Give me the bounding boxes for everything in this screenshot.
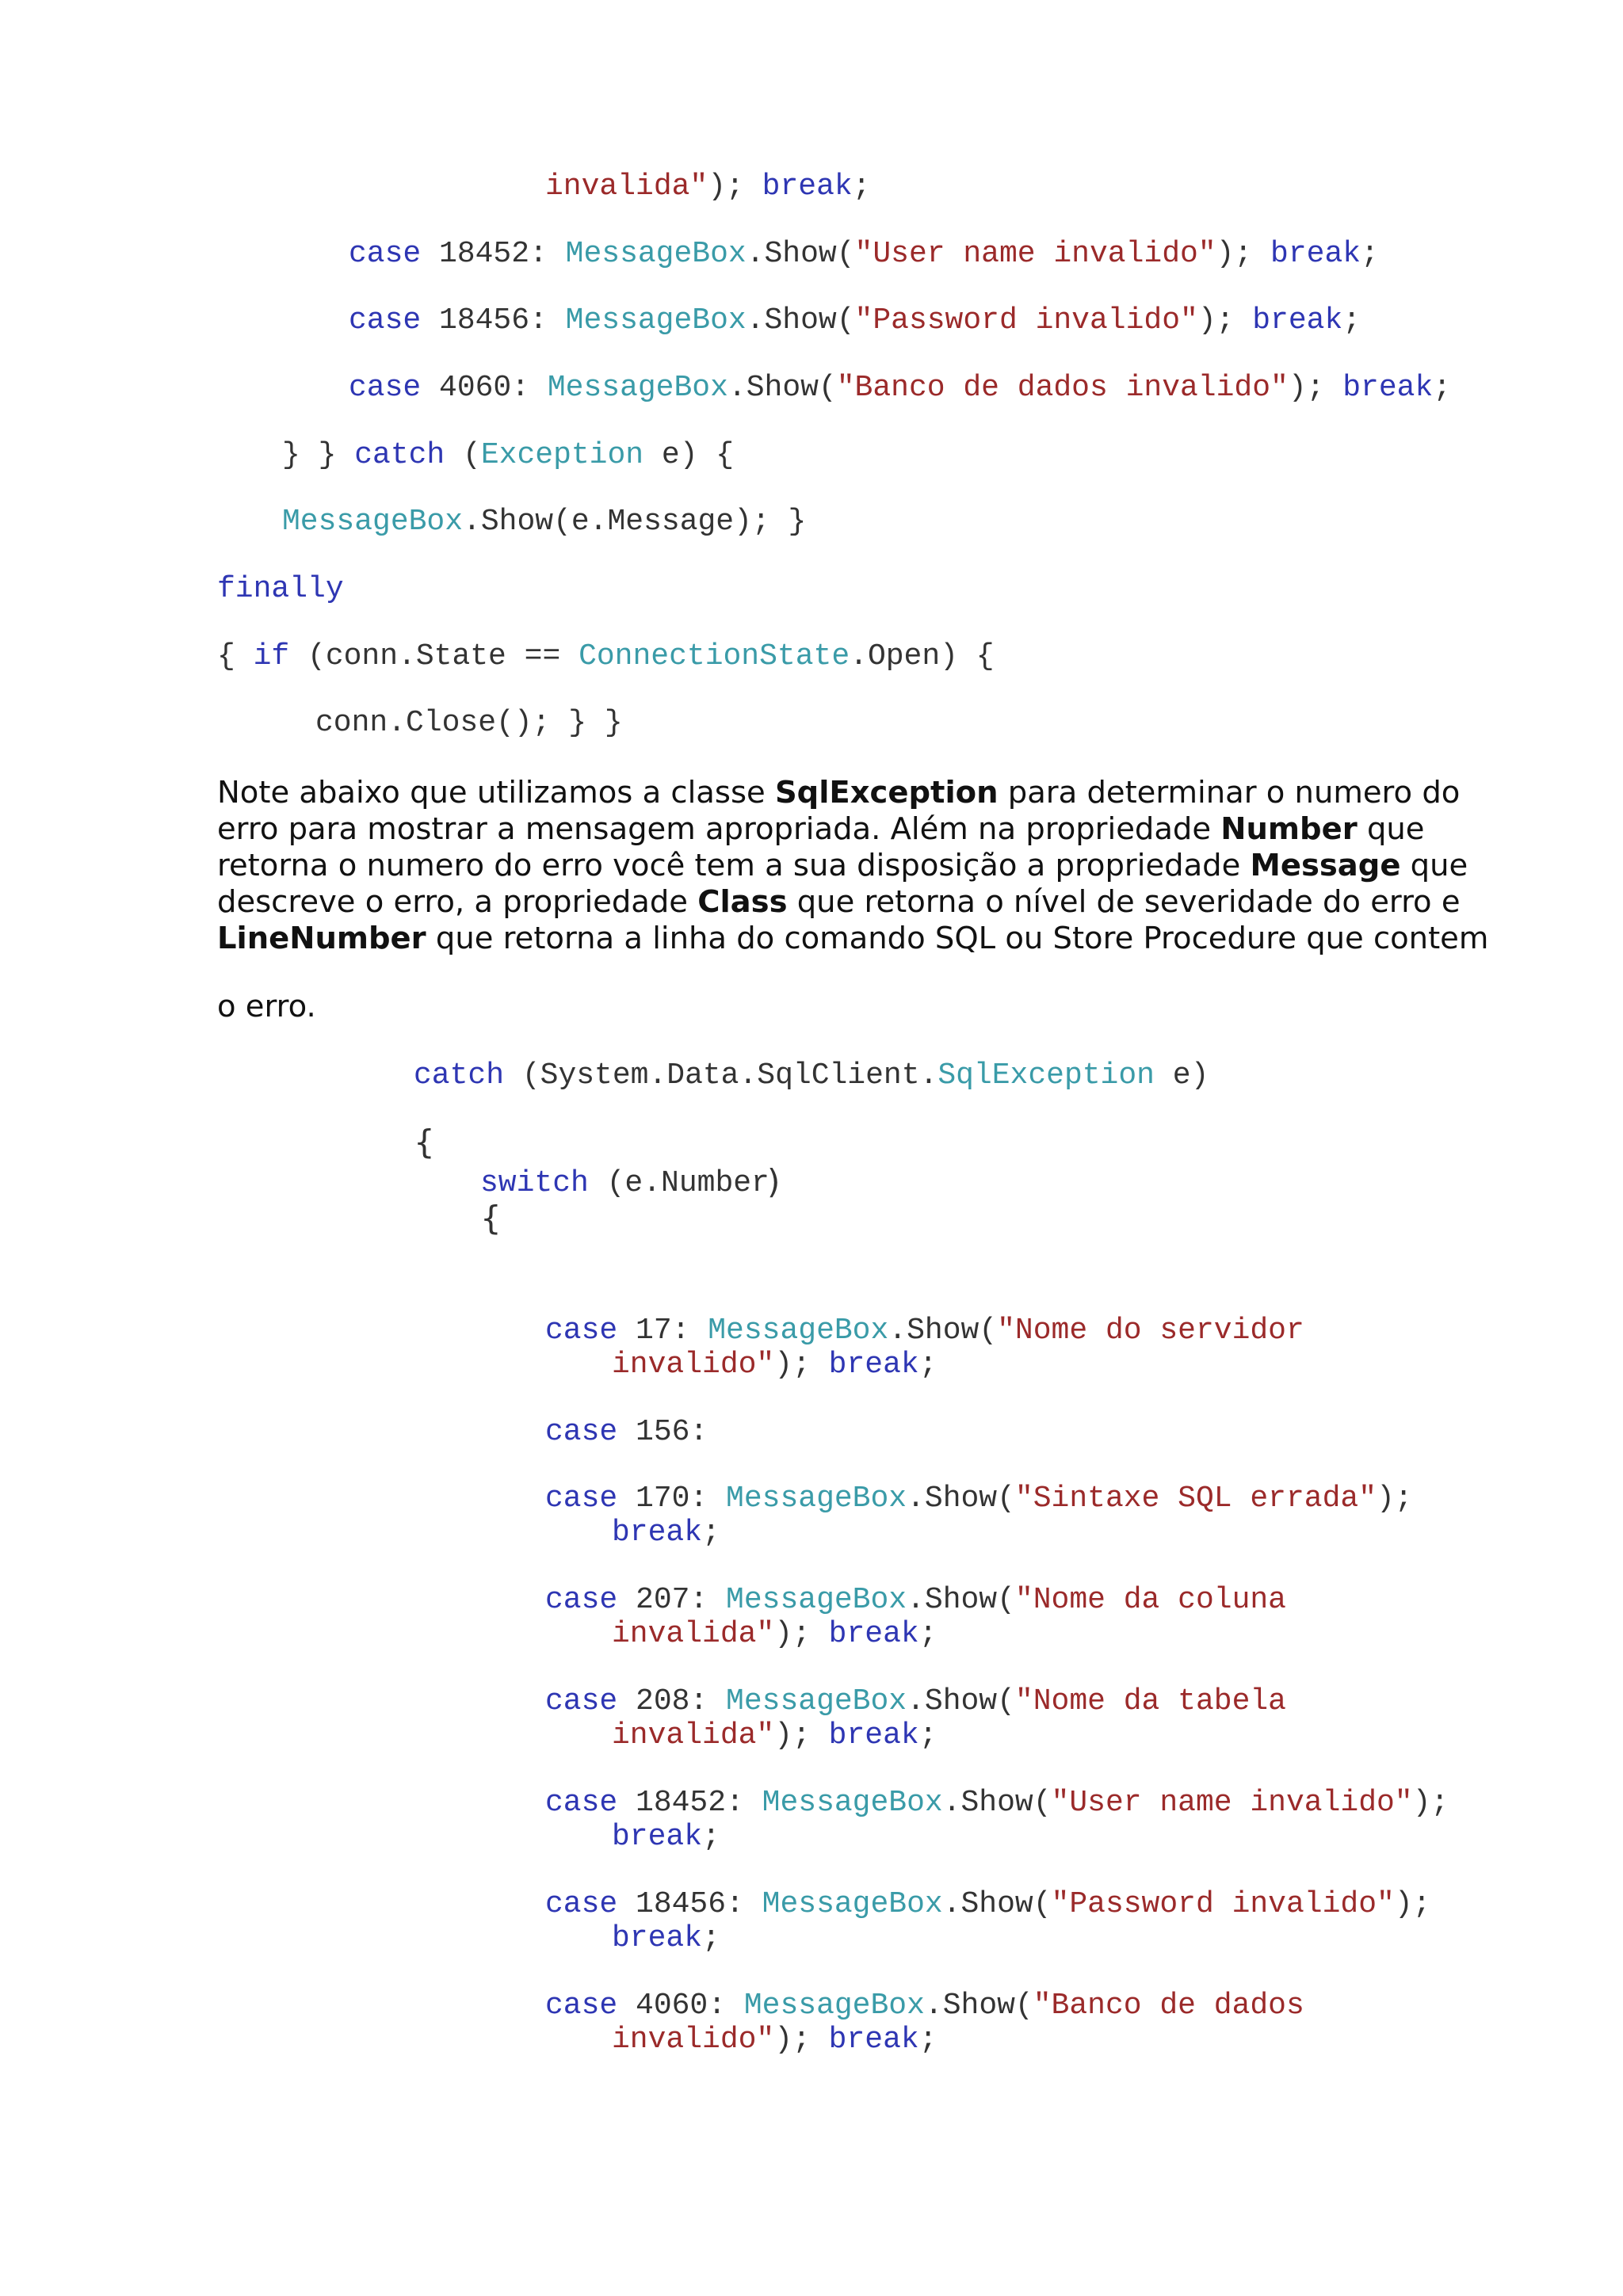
code-token-plain: (e.Number (588, 1166, 769, 1200)
code-token-plain: ); (1377, 1482, 1413, 1516)
bold-term: Class (697, 884, 788, 920)
code-token-string: "Password invalido" (854, 303, 1198, 338)
code-token-keyword: case (545, 1583, 618, 1617)
bold-term: Message (1250, 848, 1401, 883)
code-token-plain: ); (1394, 1887, 1431, 1921)
code-token-plain: e) (1154, 1058, 1209, 1093)
code-token-string: "Password invalido" (1051, 1887, 1395, 1921)
code-token-keyword: catch (414, 1058, 505, 1093)
code-token-plain: 18456: (421, 303, 566, 338)
code-line (349, 303, 1361, 338)
code-token-plain: 207: (617, 1583, 727, 1617)
code-token-type: ConnectionState (579, 639, 850, 673)
code-token-plain: ; (852, 170, 871, 204)
code-token-plain: 18452: (617, 1786, 762, 1820)
code-token-keyword: break (828, 1348, 919, 1382)
code-token-keyword: break (828, 1718, 919, 1753)
code-token-plain: } } (282, 438, 355, 472)
code-token-plain: ; (1361, 237, 1379, 271)
code-token-plain: ; (918, 1718, 938, 1753)
code-token-plain: conn.Close(); } } (315, 706, 623, 740)
code-line (612, 2023, 938, 2058)
code-token-string: invalido" (612, 1348, 775, 1382)
code-line (545, 1786, 1449, 1821)
bold-term: SqlException (774, 775, 999, 810)
code-token-plain: .Show( (924, 1989, 1033, 2023)
code-token-plain: ; (1342, 303, 1361, 338)
code-token-keyword: break (1270, 237, 1361, 271)
code-token-plain: 170: (617, 1482, 727, 1516)
code-token-string: "User name invalido" (1051, 1786, 1413, 1820)
code-token-string: invalida" (545, 170, 708, 204)
code-token-type: SqlException (938, 1058, 1155, 1093)
code-token-string: "Nome da tabela (1014, 1684, 1286, 1718)
paragraph-text: que descreve o erro, a propriedade (217, 848, 1468, 920)
code-token-plain: 18456: (617, 1887, 762, 1921)
code-token-keyword: case (349, 303, 422, 338)
code-token-plain: .Show( (907, 1684, 1015, 1718)
code-token-type: MessageBox (708, 1314, 889, 1348)
code-token-plain: (System.Data.SqlClient. (504, 1058, 938, 1093)
code-token-plain: ); (774, 1348, 829, 1382)
code-token-plain: e) { (643, 438, 735, 472)
code-token-type: MessageBox (565, 303, 747, 338)
code-token-plain: .Show( (746, 303, 855, 338)
code-token-plain: ); (1412, 1786, 1449, 1820)
code-token-keyword: break (612, 1921, 703, 1955)
code-token-keyword: catch (354, 438, 445, 472)
code-token-keyword: break (612, 1516, 703, 1550)
code-token-type: MessageBox (726, 1684, 907, 1718)
code-token-plain: ( (445, 438, 481, 472)
code-token-plain: .Show(e.Message); } (463, 505, 807, 539)
code-line (217, 572, 344, 607)
code-token-string: "Sintaxe SQL errada" (1014, 1482, 1377, 1516)
code-line (545, 170, 871, 204)
code-line (612, 1617, 938, 1652)
code-token-keyword: case (349, 237, 422, 271)
catch-open-brace: { (414, 1123, 435, 1161)
code-token-plain: ); (1216, 237, 1271, 271)
code-token-plain: 4060: (421, 371, 548, 405)
code-token-plain: 208: (617, 1684, 727, 1718)
code-token-string: invalido" (612, 2023, 775, 2057)
code-token-string: invalida" (612, 1718, 775, 1753)
code-token-plain: .Open) { (850, 639, 995, 673)
code-token-keyword: finally (217, 572, 344, 606)
code-line (545, 1482, 1413, 1516)
code-token-type: MessageBox (726, 1583, 907, 1617)
code-token-plain: ); (774, 2023, 829, 2057)
code-line (217, 639, 995, 674)
code-token-type: Exception (480, 438, 644, 472)
code-token-keyword: case (545, 1415, 618, 1449)
code-line (612, 1718, 938, 1753)
code-line (612, 1516, 720, 1550)
code-token-type: MessageBox (762, 1786, 943, 1820)
code-token-keyword: if (253, 639, 290, 673)
code-token-plain: ; (702, 1820, 720, 1854)
code-line (545, 1583, 1286, 1618)
paragraph-text: que retorna o numero do erro você tem a sua disposição a propriedade (217, 811, 1425, 883)
code-token-plain: .Show( (888, 1314, 998, 1348)
paragraph-text: Note abaixo que utilizamos a classe (217, 775, 775, 810)
code-token-keyword: break (1252, 303, 1343, 338)
code-line (282, 505, 806, 540)
code-token-type: MessageBox (726, 1482, 907, 1516)
code-token-plain: ); (774, 1718, 829, 1753)
code-token-plain: .Show( (727, 371, 837, 405)
code-token-keyword: case (545, 1786, 618, 1820)
code-token-type: MessageBox (565, 237, 747, 271)
code-token-plain: .Show( (907, 1482, 1015, 1516)
code-token-keyword: case (545, 1989, 618, 2023)
code-token-keyword: break (828, 1617, 919, 1651)
code-token-plain: ; (918, 2023, 938, 2057)
code-line (315, 706, 623, 741)
code-line (545, 1887, 1430, 1922)
code-token-keyword: switch (480, 1166, 589, 1200)
explanation-paragraph-tail: o erro. (217, 989, 316, 1024)
code-token-keyword: case (545, 1482, 618, 1516)
code-token-keyword: break (1342, 371, 1434, 405)
code-line (545, 1415, 708, 1450)
code-token-plain: .Show( (907, 1583, 1015, 1617)
code-token-plain: ; (918, 1348, 938, 1382)
code-line (545, 1314, 1304, 1348)
code-token-plain: ; (1433, 371, 1452, 405)
code-token-type: MessageBox (282, 505, 464, 539)
code-token-keyword: case (349, 371, 422, 405)
code-line (349, 237, 1379, 272)
code-token-string: "User name invalido" (854, 237, 1216, 271)
bold-term: Number (1220, 811, 1358, 847)
code-token-plain: 18452: (421, 237, 566, 271)
switch-close-paren: ) (767, 1162, 781, 1201)
code-token-string: "Nome da coluna (1014, 1583, 1286, 1617)
code-token-plain: .Show( (746, 237, 855, 271)
explanation-paragraph (217, 775, 1517, 957)
code-token-plain: 4060: (617, 1989, 744, 2023)
code-line (349, 371, 1451, 406)
code-token-plain: ); (774, 1617, 829, 1651)
code-token-keyword: break (762, 170, 853, 204)
code-token-string: "Banco de dados (1033, 1989, 1304, 2023)
paragraph-text: que retorna a linha do comando SQL ou Store Procedure que contem (426, 921, 1489, 956)
code-token-plain: .Show( (942, 1887, 1052, 1921)
code-token-keyword: case (545, 1684, 618, 1718)
code-token-string: invalida" (612, 1617, 775, 1651)
code-token-keyword: case (545, 1887, 618, 1921)
code-line (612, 1348, 938, 1383)
code-line (282, 438, 734, 473)
bold-term: LineNumber (217, 921, 426, 956)
code-token-plain: ; (702, 1516, 720, 1550)
code-token-plain: { (217, 639, 254, 673)
code-line (612, 1921, 720, 1956)
switch-open-brace: { (480, 1199, 502, 1238)
code-line (545, 1684, 1286, 1719)
code-token-type: MessageBox (547, 371, 728, 405)
code-token-type: MessageBox (743, 1989, 925, 2023)
code-token-plain: ; (702, 1921, 720, 1955)
code-line (414, 1058, 1209, 1093)
code-token-type: MessageBox (762, 1887, 943, 1921)
code-token-plain: ); (1288, 371, 1343, 405)
code-token-keyword: case (545, 1314, 618, 1348)
code-line (480, 1166, 769, 1201)
code-token-plain: 17: (617, 1314, 708, 1348)
code-line (612, 1820, 720, 1855)
code-token-string: "Banco de dados invalido" (836, 371, 1289, 405)
paragraph-text: que retorna o nível de severidade do erro e (787, 884, 1461, 920)
code-token-plain: ); (1197, 303, 1253, 338)
code-token-plain: (conn.State == (289, 639, 579, 673)
code-token-keyword: break (612, 1820, 703, 1854)
code-token-plain: .Show( (942, 1786, 1052, 1820)
code-token-keyword: break (828, 2023, 919, 2057)
paragraph-text: para determinar o numero do erro para mostrar a mensagem apropriada. Além na propriedade (217, 775, 1461, 847)
code-token-string: "Nome do servidor (997, 1314, 1304, 1348)
code-token-plain: ); (708, 170, 762, 204)
code-token-plain: 156: (617, 1415, 708, 1449)
code-token-plain: ; (918, 1617, 938, 1651)
code-line (545, 1989, 1304, 2023)
